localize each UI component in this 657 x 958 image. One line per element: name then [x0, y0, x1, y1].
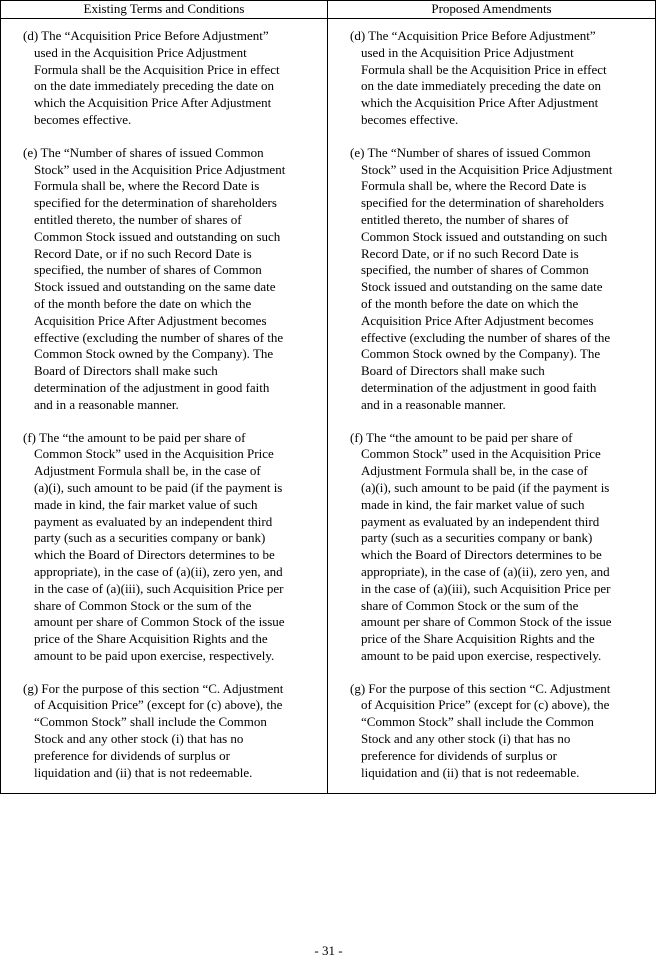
- proposed-item-e: (e) The “Number of shares of issued Common Stock” used in the Acquisition Price Adjustment Formula shall be, where the Record Date is specified for the determination of shareholders entitled thereto, the number of shares of Common Stock issued and outstanding on such Record Date, or if no such Record Date is specified, the number of shares of Common Stock issued and outstanding on the same date of the month before the date on which the Acquisition Price After Adjustment becomes effective (excluding the number of shares of the Common Stock owned by the Company). The Board of Directors shall make such determination of the adjustment in good faith and in a reasonable manner.: [350, 144, 613, 412]
- existing-item-e: (e) The “Number of shares of issued Common Stock” used in the Acquisition Price Adjustment Formula shall be, where the Record Date is specified for the determination of shareholders entitled thereto, the number of shares of Common Stock issued and outstanding on such Record Date, or if no such Record Date is specified, the number of shares of Common Stock issued and outstanding on the same date of the month before the date on which the Acquisition Price After Adjustment becomes effective (excluding the number of shares of the Common Stock owned by the Company). The Board of Directors shall make such determination of the adjustment in good faith and in a reasonable manner.: [23, 144, 286, 412]
- proposed-item-g: (g) For the purpose of this section “C. Adjustment of Acquisition Price” (except for (c) above), the “Common Stock” shall include the Common Stock and any other stock (i) that has no preference for dividends of surplus or liquidation and (ii) that is not redeemable.: [350, 680, 611, 780]
- existing-terms-content: [1, 19, 327, 793]
- proposed-item-f: (f) The “the amount to be paid per share of Common Stock” used in the Acquisition Price Adjustment Formula shall be, in the case of (a)(i), such amount to be paid (if the payment is made in kind, the fair market value of such payment as evaluated by an independent third party (such as a securities company or bank) which the Board of Directors determines to be appropriate), in the case of (a)(ii), zero yen, and in the case of (a)(iii), such Acquisition Price per share of Common Stock or the sum of the amount per share of Common Stock of the issue price of the Share Acquisition Rights and the amount to be paid upon exercise, respectively.: [350, 429, 612, 663]
- existing-terms-cell: [1, 19, 328, 794]
- existing-item-d: (d) The “Acquisition Price Before Adjustment” used in the Acquisition Price Adjustment Formula shall be the Acquisition Price in effect on the date immediately preceding the date on which the Acquisition Price After Adjustment becomes effective.: [23, 28, 280, 127]
- proposed-amendments-cell: [328, 19, 656, 794]
- header-proposed-amendments: Proposed Amendments: [328, 1, 656, 19]
- body-row: [1, 19, 656, 794]
- proposed-item-d: (d) The “Acquisition Price Before Adjustment” used in the Acquisition Price Adjustment Formula shall be the Acquisition Price in effect on the date immediately preceding the date on which the Acquisition Price After Adjustment becomes effective.: [350, 28, 607, 127]
- header-row: [1, 1, 656, 19]
- proposed-amendments-content: [328, 19, 655, 793]
- header-existing-terms: Existing Terms and Conditions: [1, 1, 328, 19]
- existing-item-f: (f) The “the amount to be paid per share of Common Stock” used in the Acquisition Price Adjustment Formula shall be, in the case of (a)(i), such amount to be paid (if the payment is made in kind, the fair market value of such payment as evaluated by an independent third party (such as a securities company or bank) which the Board of Directors determines to be appropriate), in the case of (a)(ii), zero yen, and in the case of (a)(iii), such Acquisition Price per share of Common Stock or the sum of the amount per share of Common Stock of the issue price of the Share Acquisition Rights and the amount to be paid upon exercise, respectively.: [23, 429, 285, 663]
- page-number: - 31 -: [314, 943, 343, 958]
- existing-item-g: (g) For the purpose of this section “C. Adjustment of Acquisition Price” (except for (c) above), the “Common Stock” shall include the Common Stock and any other stock (i) that has no preference for dividends of surplus or liquidation and (ii) that is not redeemable.: [23, 680, 284, 780]
